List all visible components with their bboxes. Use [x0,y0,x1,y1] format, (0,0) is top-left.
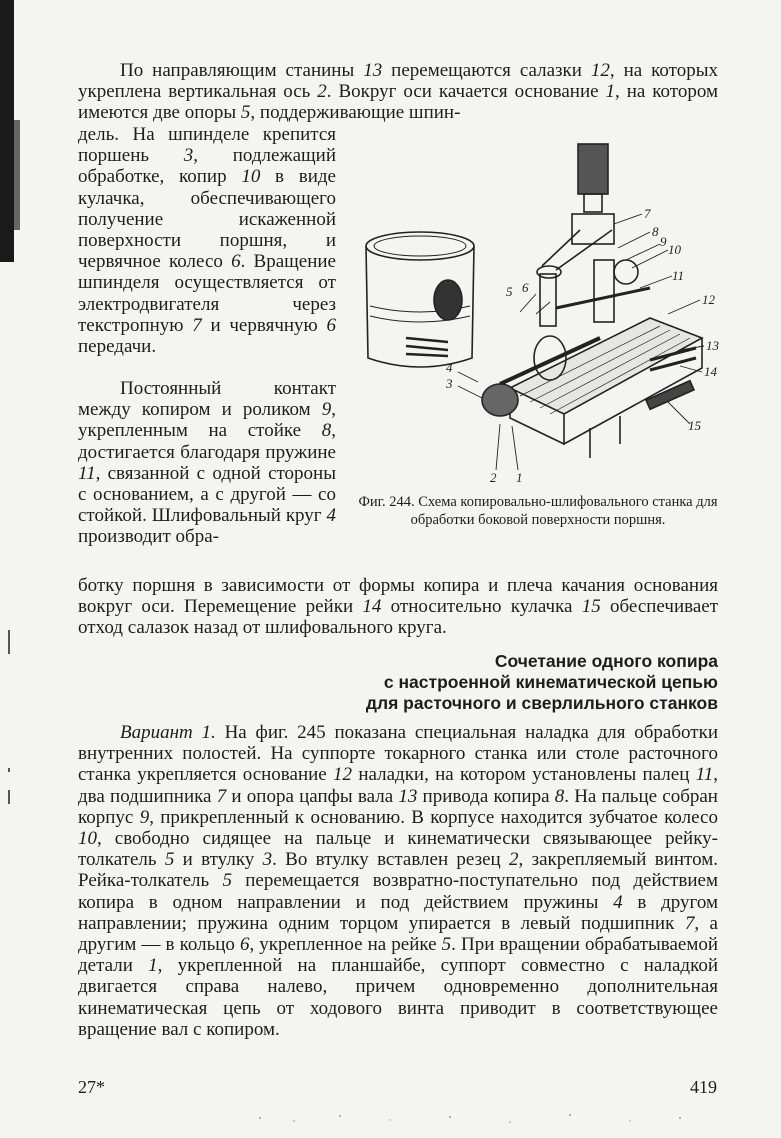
margin-mark [8,790,10,804]
figure-label: 15 [688,418,701,433]
figure-label: 3 [446,376,453,391]
figure-244-machine-drawing [350,138,730,490]
section-heading-line: Сочетание одного копира [494,651,718,671]
section-heading-line: с настроенной кинематической цепью [383,672,718,692]
section-heading [330,651,718,714]
section-heading-line: для расточного и сверлильного станков [365,693,718,713]
margin-mark [8,630,10,654]
figure-label: 5 [506,284,513,299]
figure-label: 2 [490,470,497,485]
electric-motor [572,144,614,244]
paragraph-4 [78,575,718,639]
figure-label: 13 [706,338,719,353]
scan-shadow [0,0,14,262]
figure-label: 7 [644,206,651,221]
paragraph-4-text: ботку поршня в зависимости от формы копира и плеча качания основания вокруг оси. Перемещение рейки 14 относительно кулачка 15 обеспечивает отход салазок назад от шлифовального круга. [78,575,718,639]
paragraph-3-text: Постоянный контакт между копиром и роликом 9, укрепленным на стойке 8, достигается благодаря пружине 11, связанной с одной стороны с основанием, а с другой — со стойкой. Шлифовальный круг 4 производит обра- [78,378,336,548]
figure-label: 14 [704,364,717,379]
figure-label: 1 [516,470,523,485]
paragraph-5-text: Вариант 1. На фиг. 245 показана специальная наладка для обработки внутренних полостей. На суппорте токарного станка или столе расточного станка укрепляется основание 12 наладки, на котором установлены палец 11, два подшипника 7 и опора цапфы вала 13 привода копира 8. На пальце собран корпус 9, прикрепленный к основанию. В корпусе находится зубчатое колесо 10, свободно сидящее на пальце и кинематически связывающее рейку-толкатель 5 и втулку 3. Во втулку вставлен резец 2, закрепляемый винтом. Рейка-толкатель 5 перемещается возвратно-поступательно под действием копира в одном направлении и под действием пружины 4 в другом направлении; пружина одним торцом упирается в левый подшипник 7, а другим — в кольцо 6, укрепленное на рейке 5. При вращении обрабатываемой детали 1, укрепленной на планшайбе, суппорт совместно с наладкой двигается справа налево, причем одновременно дополнительная кинематическая цепь от ходового винта приводит в соответствующее вращение вал с копиром. [78,722,719,1040]
paragraph-2-text: дель. На шпинделе крепится поршень 3, подлежащий обработке, копир 10 в виде кулачка, обеспечивающего получение искаженной поверхности поршня, и червячное колесо 6. Вращение шпинделя осуществляется от электродвигателя через текстропную 7 и червячную 6 передачи. [78,124,336,358]
figure-label: 4 [446,360,453,375]
paragraph-5 [78,722,718,1040]
figure-caption: Фиг. 244. Схема копировально-шлифовального станка для обработки боковой поверхности поршня. [358,494,718,528]
figure-label: 11 [672,268,685,283]
paragraph-1-text: По направляющим станины 13 перемещаются салазки 12, на которых укреплена вертикальная ось 2. Вокруг оси качается основание 1, на котором имеются две опоры 5, поддерживающие шпин- [78,60,719,124]
piston-illustration [366,232,474,367]
paragraph-2 [78,124,336,357]
paragraph-1 [78,60,718,124]
paragraph-3 [78,378,336,548]
figure-label: 6 [522,280,529,295]
figure-label: 9 [660,234,667,249]
page-number: 419 [690,1077,717,1097]
belt-drive [542,230,612,270]
margin-mark [8,768,10,772]
scan-noise [250,1112,720,1126]
signature-mark: 27* [78,1077,105,1097]
figure-label: 12 [702,292,715,307]
figure-label: 8 [652,224,659,239]
scan-shadow-fringe [14,120,20,230]
figure-label: 10 [668,242,681,257]
